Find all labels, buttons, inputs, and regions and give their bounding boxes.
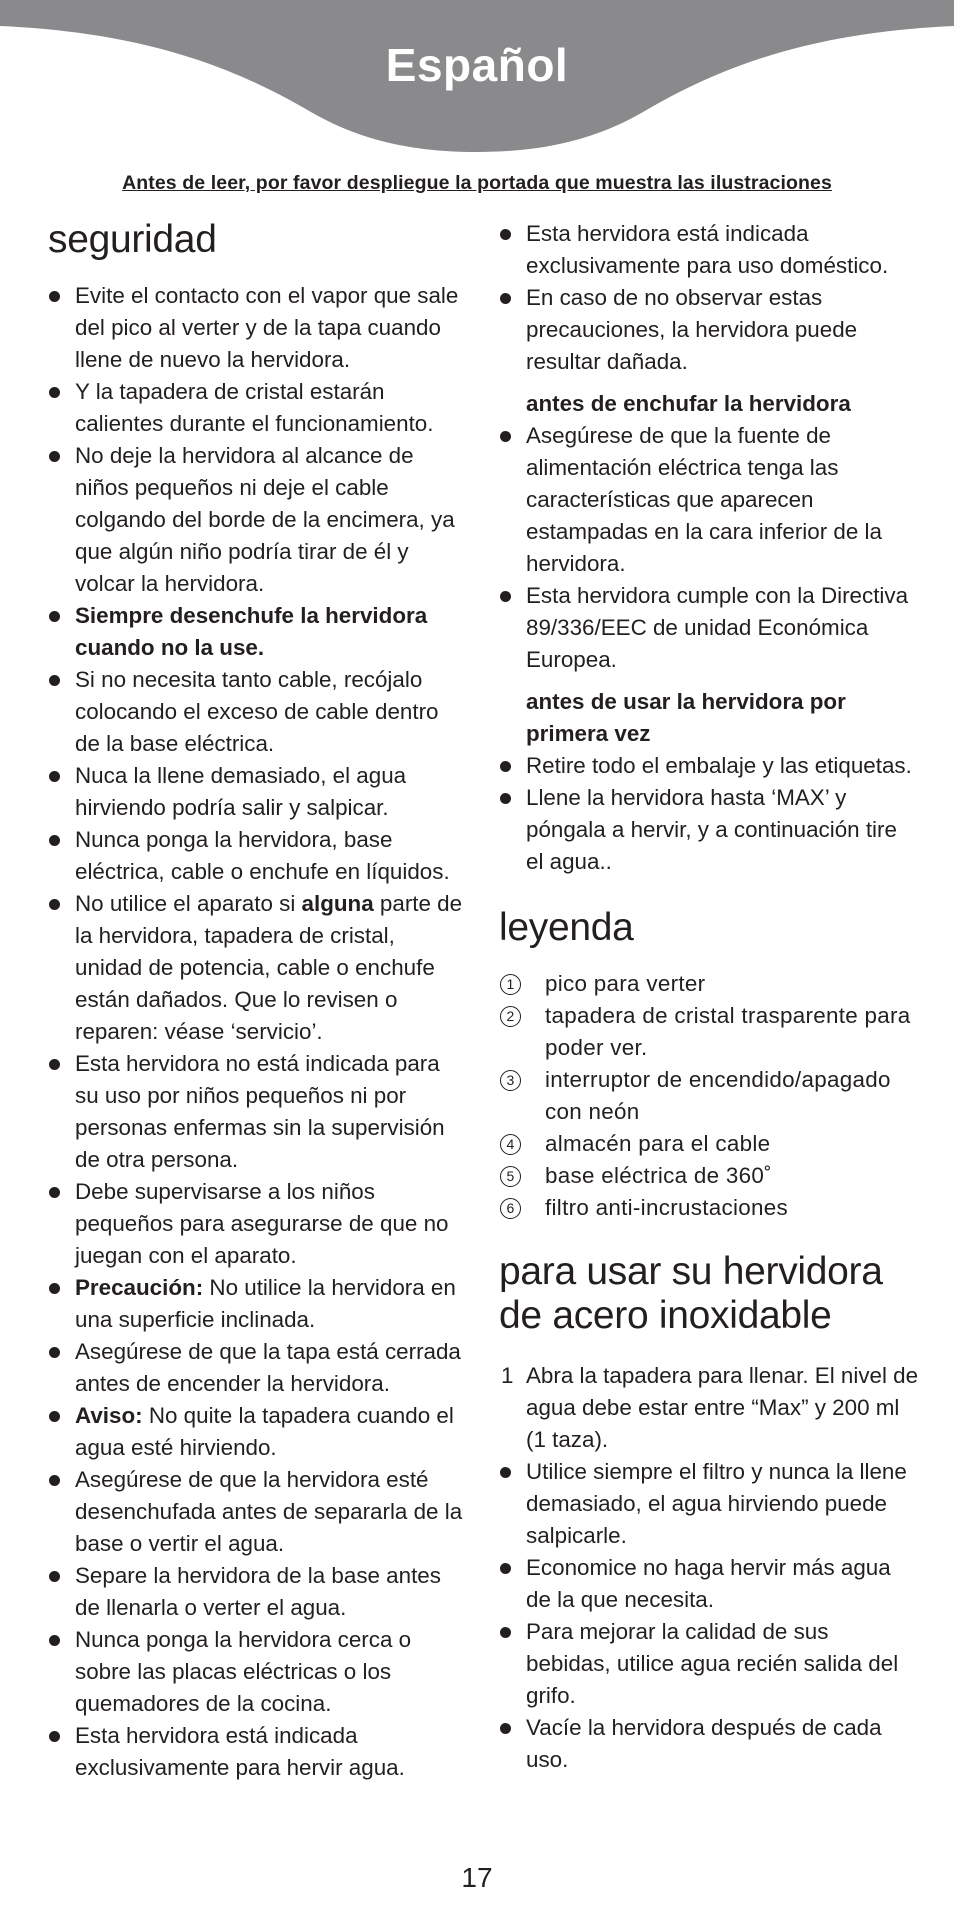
list-item xyxy=(48,1272,468,1336)
page-number: 17 xyxy=(461,1862,493,1893)
list-item: Separe la hervidora de la base antes de llenarla o verter el agua. xyxy=(48,1560,468,1624)
list-item: Asegúrese de que la tapa está cerrada antes de encender la hervidora. xyxy=(48,1336,468,1400)
list-item: Debe supervisarse a los niños pequeños para asegurarse de que no juegan con el aparato. xyxy=(48,1176,468,1272)
section-heading-legend: leyenda xyxy=(499,906,634,949)
number-circle: 5 xyxy=(500,1166,521,1187)
list-item: Vacíe la hervidora después de cada uso. xyxy=(499,1712,919,1776)
list-item: Evite el contacto con el vapor que sale del pico al verter y de la tapa cuando llene de nuevo la hervidora. xyxy=(48,280,468,376)
notice-text: Antes de leer, por favor despliegue la portada que muestra las ilustraciones xyxy=(122,172,832,194)
list-item: Si no necesita tanto cable, recójalo colocando el exceso de cable dentro de la base eléctrica. xyxy=(48,664,468,760)
list-item: Asegúrese de que la hervidora esté desenchufada antes de separarla de la base o vertir el agua. xyxy=(48,1464,468,1560)
list-item xyxy=(48,888,468,1048)
legend-item xyxy=(499,968,919,1000)
list-item: Nuca la llene demasiado, el agua hirviendo podría salir y salpicar. xyxy=(48,760,468,824)
legend-item xyxy=(499,1000,919,1064)
list-item xyxy=(48,1400,468,1464)
legend-text: tapadera de cristal trasparente para poder ver. xyxy=(545,1003,911,1060)
section-heading-usage: para usar su hervidora de acero inoxidable xyxy=(499,1250,883,1337)
legend-item xyxy=(499,1192,919,1224)
text-segment: No quite la tapadera cuando el agua esté hirviendo. xyxy=(75,1403,454,1460)
list-item: Asegúrese de que la fuente de alimentación eléctrica tenga las características que aparecen estampadas en la cara inferior de la hervidora. xyxy=(499,420,919,580)
list-item: Esta hervidora está indicada exclusivamente para hervir agua. xyxy=(48,1720,468,1784)
subheading-before-plugging: antes de enchufar la hervidora xyxy=(526,391,851,416)
step-text: Abra la tapadera para llenar. El nivel de agua debe estar entre “Max” y 200 ml (1 taza). xyxy=(526,1363,919,1452)
number-circle: 4 xyxy=(500,1134,521,1155)
list-item xyxy=(499,1360,919,1456)
bold-text: Siempre desenchufe la hervidora cuando no la use. xyxy=(75,603,428,660)
list-item: Y la tapadera de cristal estarán calientes durante el funcionamiento. xyxy=(48,376,468,440)
list-item: Economice no haga hervir más agua de la que necesita. xyxy=(499,1552,919,1616)
page-title: Español xyxy=(385,39,569,91)
list-item: Esta hervidora cumple con la Directiva 89/336/EEC de unidad Económica Europea. xyxy=(499,580,919,676)
text-segment: No utilice el aparato si xyxy=(75,891,302,916)
list-item: No deje la hervidora al alcance de niños pequeños ni deje el cable colgando del borde de la encimera, ya que algún niño podría tirar de él y volcar la hervidora. xyxy=(48,440,468,600)
list-item: Esta hervidora está indicada exclusivamente para uso doméstico. xyxy=(499,218,919,282)
list-item: Nunca ponga la hervidora cerca o sobre las placas eléctricas o los quemadores de la cocina. xyxy=(48,1624,468,1720)
safety-list-continued xyxy=(499,218,919,378)
page-header xyxy=(0,0,954,158)
text-segment: parte de la hervidora, tapadera de cristal, unidad de potencia, cable o enchufe están dañados. Que lo revisen o reparen: véase ‘servicio’. xyxy=(75,891,463,1044)
step-number: 1 xyxy=(501,1363,514,1388)
list-item: Utilice siempre el filtro y nunca la llene demasiado, el agua hirviendo puede salpicarle. xyxy=(499,1456,919,1552)
section-heading-safety: seguridad xyxy=(48,218,217,261)
legend-text: interruptor de encendido/apagado con neón xyxy=(545,1067,891,1124)
subheading-first-use: antes de usar la hervidora por primera vez xyxy=(526,689,846,746)
list-item: Para mejorar la calidad de sus bebidas, utilice agua recién salida del grifo. xyxy=(499,1616,919,1712)
list-item xyxy=(48,600,468,664)
legend-list xyxy=(499,968,919,1224)
left-column xyxy=(48,218,468,1784)
legend-text: base eléctrica de 360˚ xyxy=(545,1163,772,1188)
usage-list xyxy=(499,1360,919,1776)
right-column xyxy=(499,218,919,1776)
list-item: En caso de no observar estas precauciones, la hervidora puede resultar dañada. xyxy=(499,282,919,378)
legend-text: filtro anti-incrustaciones xyxy=(545,1195,788,1220)
legend-text: almacén para el cable xyxy=(545,1131,771,1156)
legend-item xyxy=(499,1160,919,1192)
list-item: Retire todo el embalaje y las etiquetas. xyxy=(499,750,919,782)
bold-text: Aviso: xyxy=(75,1403,143,1428)
number-circle: 6 xyxy=(500,1198,521,1219)
list-item: Nunca ponga la hervidora, base eléctrica, cable o enchufe en líquidos. xyxy=(48,824,468,888)
legend-item xyxy=(499,1128,919,1160)
list-item: Llene la hervidora hasta ‘MAX’ y póngala a hervir, y a continuación tire el agua.. xyxy=(499,782,919,878)
number-circle: 3 xyxy=(500,1070,521,1091)
legend-item xyxy=(499,1064,919,1128)
bold-text: alguna xyxy=(301,891,374,916)
first-use-list xyxy=(499,750,919,878)
bold-text: Precaución: xyxy=(75,1275,204,1300)
list-item: Esta hervidora no está indicada para su uso por niños pequeños ni por personas enfermas sin la supervisión de otra persona. xyxy=(48,1048,468,1176)
before-plugging-list xyxy=(499,420,919,676)
number-circle: 1 xyxy=(500,974,521,995)
safety-list xyxy=(48,280,468,1784)
legend-text: pico para verter xyxy=(545,971,706,996)
text-segment: No utilice la hervidora en una superficie inclinada. xyxy=(75,1275,456,1332)
number-circle: 2 xyxy=(500,1006,521,1027)
